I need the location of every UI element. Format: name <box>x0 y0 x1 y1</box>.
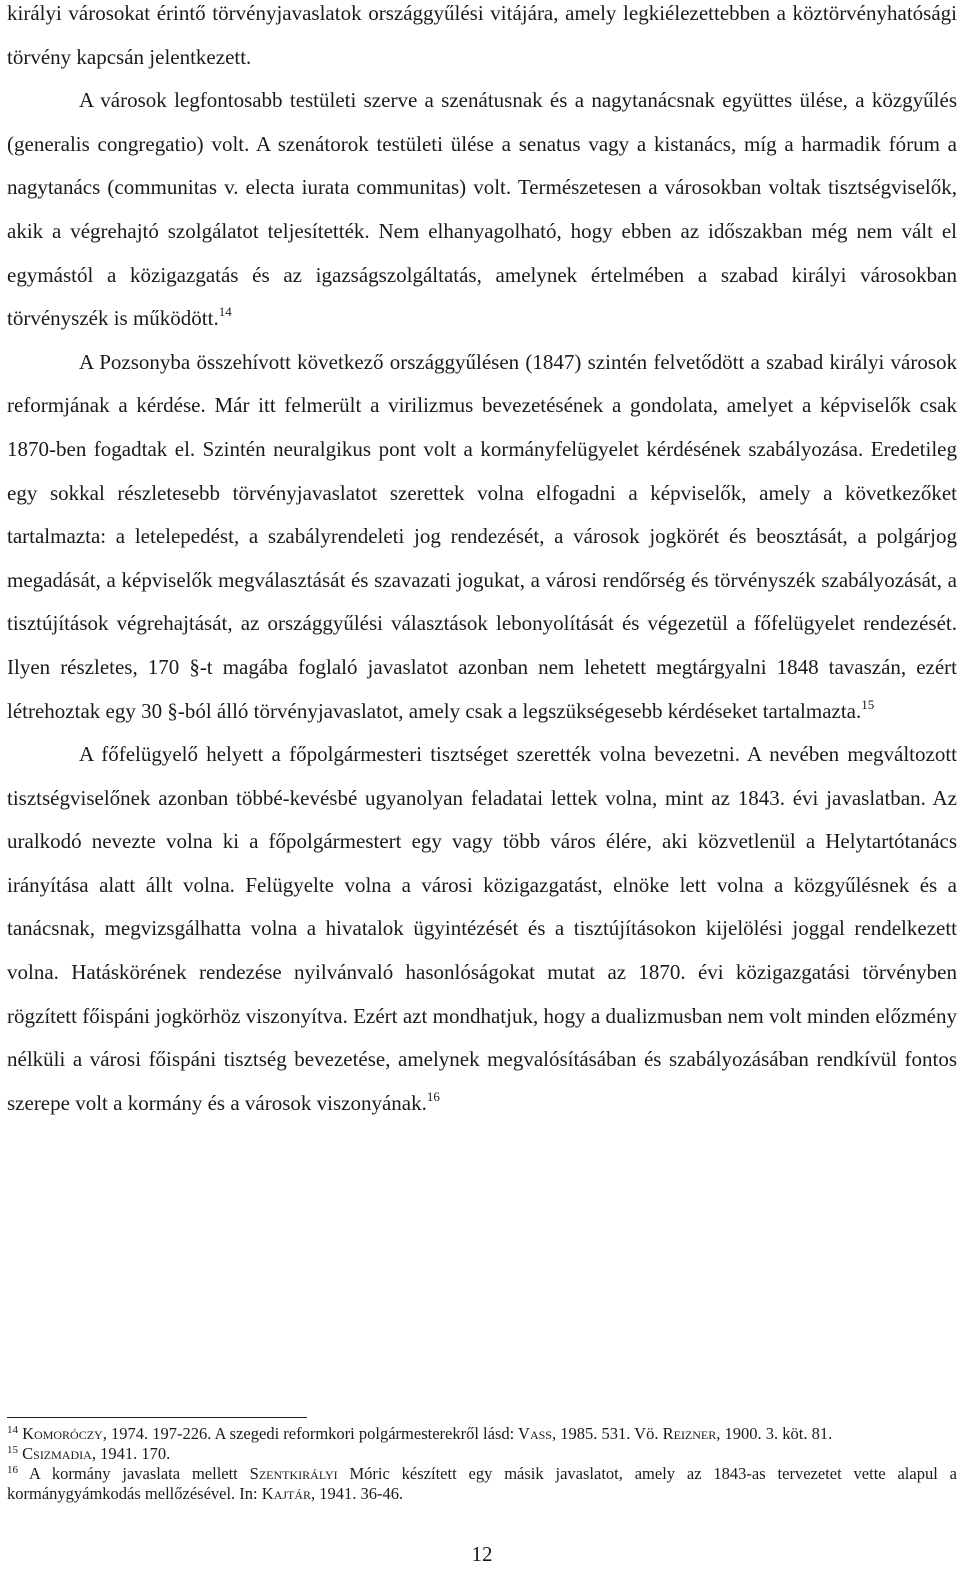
author-name: V <box>518 1424 530 1443</box>
paragraph-1-text: királyi városokat érintő törvényjavaslatok országgyűlési vitájára, amely legkiélezettebben a köztörvényhatósági törvény kapcsán jelentkezett. <box>7 1 957 69</box>
footnote-16 <box>7 1464 957 1504</box>
author-name: C <box>22 1444 34 1463</box>
author-name-smallcaps: ajtár <box>273 1484 312 1503</box>
author-name-smallcaps: omoróczy <box>34 1424 103 1443</box>
author-name: R <box>662 1424 674 1443</box>
paragraph-2 <box>7 79 957 341</box>
footnote-text: Móric készített egy másik javaslatot, amely az 1843-as tervezetet vette alapul a kormánygyámkodás mellőzésével. In: <box>7 1464 957 1503</box>
author-name-smallcaps: ass <box>529 1424 552 1443</box>
document-page <box>7 0 957 1566</box>
footnote-ref-14[interactable]: 14 <box>218 304 232 320</box>
author-name: K <box>261 1484 274 1503</box>
paragraph-2-text: A városok legfontosabb testületi szerve a szenátusnak és a nagytanácsnak együttes ülése, a közgyűlés (generalis congregatio) volt. A szenátorok testületi ülése a senatus vagy a kistanács, míg a harmadik fórum a nagytanács (communitas v. electa iurata communitas) volt. Természetesen a városokban voltak tisztségviselők, akik a végrehajtó szolgálatot teljesítették. Nem elhanyagolható, hogy ebben az időszakban még nem vált el egymástól a közigazgatás és az igazságszolgáltatás, amelynek értelmében a szabad királyi városokban törvényszék is működött. <box>7 88 957 331</box>
footnote-number-16: 16 <box>7 1464 18 1476</box>
body-text <box>7 0 957 1125</box>
footnote-15 <box>7 1444 957 1464</box>
author-name-smallcaps: sizmadia <box>33 1444 92 1463</box>
author-name-smallcaps: eizner <box>673 1424 717 1443</box>
footnote-number-15: 15 <box>7 1444 18 1456</box>
footnote-text: , 1900. 3. köt. 81. <box>716 1424 833 1443</box>
page-number: 12 <box>471 1542 493 1566</box>
footnote-ref-15[interactable]: 15 <box>861 696 875 712</box>
footnote-separator <box>7 1417 307 1418</box>
author-name: S <box>249 1464 259 1483</box>
paragraph-3-text: A Pozsonyba összehívott következő országgyűlésen (1847) szintén felvetődött a szabad királyi városok reformjának a kérdése. Már itt felmerült a virilizmus bevezetésének a gondolata, amelyet a képviselők csak 1870-ben fogadtak el. Szintén neuralgikus pont volt a kormányfelügyelet kérdésének szabályozása. Eredetileg egy sokkal részletesebb törvényjavaslatot szerettek volna elfogadni a képviselők, amely a következőket tartalmazta: a letelepedést, a szabályrendeleti jog rendezését, a városok jogkörét és beosztását, a polgárjog megadását, a képviselők megválasztását és szavazati jogukat, a városi rendőrség és törvényszék szabályozását, a tisztújítások végrehajtását, az országgyűlési választások lebonyolítását és végezetül a főfelügyelet rendezését. Ilyen részletes, 170 §-t magába foglaló javaslatot azonban nem lehetett megtárgyalni 1848 tavaszán, ezért létrehoztak egy 30 §-ból álló törvényjavaslatot, amely csak a legszükségesebb kérdéseket tartalmazta. <box>7 349 957 723</box>
footnote-text: , 1941. 36-46. <box>311 1484 404 1503</box>
paragraph-3 <box>7 341 957 733</box>
footnote-text: A kormány javaslata mellett <box>18 1464 250 1483</box>
footnote-number-14: 14 <box>7 1424 18 1436</box>
footnote-text: , 1985. 531. Vö. <box>551 1424 663 1443</box>
paragraph-4-text: A főfelügyelő helyett a főpolgármesteri tisztséget szerették volna bevezetni. A nevében megváltozott tisztségviselőnek azonban többé-kevésbé ugyanolyan feladatai lettek volna, mint az 1843. évi javaslatban. Az uralkodó nevezte volna ki a főpolgármestert egy vagy több város élére, aki közvetlenül a Helytartótanács irányítása alatt állt volna. Felügyelte volna a városi közigazgatást, elnöke lett volna a közgyűlésnek és a tanácsnak, megvizsgálhatta volna a hivatalok ügyintézését és a tisztújításokon kijelölési joggal rendelkezett volna. Hatáskörének rendezése nyilvánvaló hasonlóságokat mutat az 1870. évi közigazgatási törvényben rögzített főispáni jogkörhöz viszonyítva. Ezért azt mondhatjuk, hogy a dualizmusban nem volt minden előzmény nélküli a városi főispáni tisztség bevezetése, amelynek megvalósításában és szabályozásában rendkívül fontos szerepe volt a kormány és a városok viszonyának. <box>7 742 957 1115</box>
paragraph-4 <box>7 733 957 1125</box>
footnote-text: , 1974. 197-226. A szegedi reformkori polgármesterekről lásd: <box>102 1424 519 1443</box>
footnotes <box>7 1424 957 1504</box>
footnote-ref-16[interactable]: 16 <box>426 1088 440 1104</box>
footnote-text: , 1941. 170. <box>91 1444 171 1463</box>
paragraph-1 <box>7 0 957 79</box>
author-name-smallcaps: zentkirályi <box>258 1464 338 1483</box>
footnote-14 <box>7 1424 957 1444</box>
author-name: K <box>22 1424 35 1443</box>
